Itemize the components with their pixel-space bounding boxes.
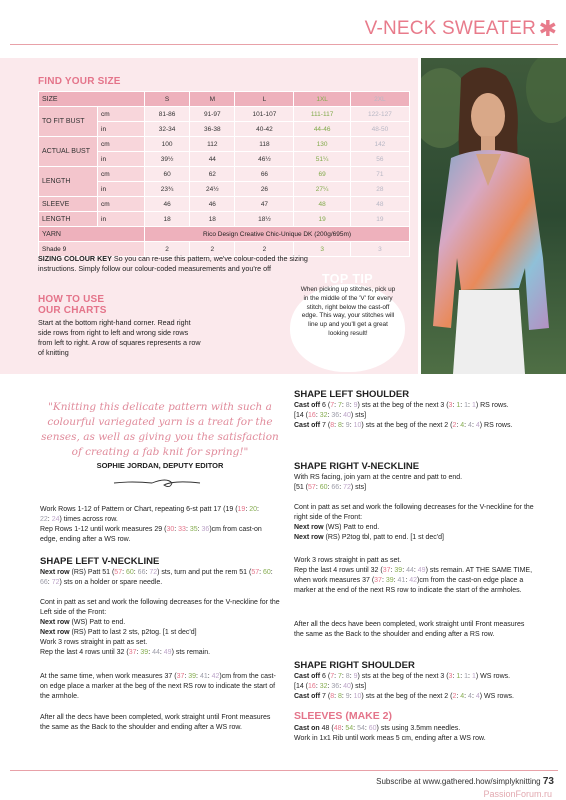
cell: 60	[145, 167, 190, 182]
charts-heading-line1: HOW TO USE	[38, 294, 105, 305]
sizing-key-text: So you can re-use this pattern, we've colour-coded the sizing instructions. Simply follow our colour-coded measurements and you're off	[38, 254, 308, 273]
cell: 24½	[190, 182, 235, 197]
cell: 46½	[235, 152, 294, 167]
cell: 69	[294, 167, 350, 182]
table-row	[39, 197, 410, 212]
left-shoulder-text: Cast off 6 (7: 7: 8: 9) sts at the beg of the next 3 (3: 1: 1: 1) RS rows. [14 (16: 32: 36: 40) sts] Cast off 7 (8: 8: 9: 10) sts at the beg of the next 2 (2: 4: 4: 4) RS rows.	[294, 402, 513, 429]
cell: 47	[235, 197, 294, 212]
cell: 81-86	[145, 107, 190, 122]
right-neckline-text: With RS facing, join yarn at the centre and patt to end. [51 (57: 60: 66: 72) sts]	[294, 474, 463, 491]
charts-heading	[38, 294, 107, 316]
cell: 100	[145, 137, 190, 152]
size-1xl: 1XL	[294, 92, 350, 107]
cell: 18½	[235, 212, 294, 227]
cell: 44	[190, 152, 235, 167]
size-m: M	[190, 92, 235, 107]
size-s: S	[145, 92, 190, 107]
cell: 18	[190, 212, 235, 227]
cell: 101-107	[235, 107, 294, 122]
cell: 112	[190, 137, 235, 152]
pattern-text: Work Rows 1-12 of Pattern or Chart, repeating 6-st patt 17 (	[40, 506, 226, 513]
unit: in	[98, 122, 145, 137]
yarn-row	[39, 227, 410, 242]
cell: 122-127	[350, 107, 409, 122]
pattern-text: At the same time, when work measures 37 (	[40, 673, 177, 680]
cell: 56	[350, 152, 409, 167]
right-neckline-finish: After all the decs have been completed, work straight until Front measures the same as the Back to the shoulder and ending after a RS row.	[294, 621, 525, 638]
shape-left-neckline-heading: SHAPE LEFT V-NECKLINE	[40, 556, 160, 567]
sleeves-heading: SLEEVES (MAKE 2)	[294, 710, 393, 722]
charts-heading-line2: OUR CHARTS	[38, 305, 107, 316]
shape-right-shoulder-heading: SHAPE RIGHT SHOULDER	[294, 660, 415, 671]
shade-label: Shade 9	[39, 242, 145, 257]
row-label: ACTUAL BUST	[39, 137, 98, 167]
top-tip-heading: TOP TIP	[322, 272, 373, 286]
cell: 91-97	[190, 107, 235, 122]
pattern-intro: Work Rows 1-12 of Pattern or Chart, repeating 6-st patt 17 (19 (19: 20: 22: 24) times across row. Rep Rows 1-12 until work measures 29 (30: 33: 35: 36)cm from cast-on edge, ending after a WS row.	[40, 506, 262, 543]
pattern-text: Rep Rows 1-12 until work measures 29 (	[40, 526, 167, 533]
yarn-value: Rico Design Creative Chic-Unique DK (200g/695m)	[145, 227, 410, 242]
cell: 48	[294, 197, 350, 212]
row-label: LENGTH	[39, 167, 98, 197]
size-l: L	[235, 92, 294, 107]
page-section-title: V-NECK SWEATER	[364, 18, 536, 39]
cell: 118	[235, 137, 294, 152]
left-neckline-text: Next row (RS) Patt 51 (57: 60: 66: 72) sts, turn and put the rem 51 (57: 60: 66: 72) sts on a holder or spare needle.	[40, 569, 273, 586]
cell: 62	[190, 167, 235, 182]
cell: 28	[350, 182, 409, 197]
left-neckline-decreases: Cont in patt as set and work the following decreases for the V-neckline for the Left side of the Front: Next row (WS) Patt to end. Next row (RS) Patt to last 2 sts, p2tog. [1 st dec'd] Work 3 rows straight in patt as set. Rep the last 4 rows until 32 (37: 39: 44: 49) sts remain.	[40, 599, 280, 656]
charts-text: Start at the bottom right-hand corner. Read right side rows from right to left and wrong side rows from left to right. A row of squares represents a row of knitting	[38, 318, 201, 357]
table-row	[39, 212, 410, 227]
unit: in	[98, 182, 145, 197]
unit: cm	[98, 107, 145, 122]
sleeves-text: Cast on 48 (48: 54: 54: 60) sts using 3.5mm needles. Work in 1x1 Rib until work meas 5 cm, ending after a WS row.	[294, 725, 486, 742]
unit: cm	[98, 137, 145, 152]
cell: 46	[145, 197, 190, 212]
unit: cm	[98, 167, 145, 182]
cell: 19	[294, 212, 350, 227]
left-neckline-measure: At the same time, when work measures 37 (37: 39: 41: 42)cm from the cast-on edge place a marker at the beg of the next RS row to indicate the start of the armhole.	[40, 673, 276, 700]
cell: 26	[235, 182, 294, 197]
cell: 111-117	[294, 107, 350, 122]
right-neckline-decreases: Cont in patt as set and work the following decreases for the V-neckline for the right side of the Front: Next row (WS) Patt to end. Next row (RS) P2tog tbl, patt to end. [1 st dec'd]	[294, 504, 534, 541]
footer	[376, 776, 554, 787]
cell: 142	[350, 137, 409, 152]
cell: 2	[190, 242, 235, 257]
cell: 36-38	[190, 122, 235, 137]
row-label: LENGTH	[39, 212, 98, 227]
cell: 46	[190, 197, 235, 212]
cell: 48-50	[350, 122, 409, 137]
right-neckline-measure: Work 3 rows straight in patt as set. Rep the last 4 rows until 32 (37: 39: 44: 49) sts remain. AT THE SAME TIME, when work measures 37 (37: 39: 41: 42)cm from the cast-on edge place a marker at the end of the next RS row to indicate the start of the armholes.	[294, 557, 533, 594]
table-row	[39, 167, 410, 182]
asterisk-icon: ✱	[538, 16, 557, 41]
cell: 48	[350, 197, 409, 212]
row-label: TO FIT BUST	[39, 107, 98, 137]
cell: 40-42	[235, 122, 294, 137]
sizing-key-label: SIZING COLOUR KEY	[38, 254, 112, 263]
cell: 19	[350, 212, 409, 227]
subscribe-link[interactable]: Subscribe at www.gathered.how/simplyknitting	[376, 777, 541, 786]
size-table	[38, 91, 410, 257]
unit: in	[98, 152, 145, 167]
cell: 44-46	[294, 122, 350, 137]
model-photo	[421, 58, 566, 374]
cell: 51¼	[294, 152, 350, 167]
shape-right-neckline-heading: SHAPE RIGHT V-NECKLINE	[294, 461, 420, 472]
page-number: 73	[542, 776, 554, 787]
signature-flourish	[112, 471, 202, 493]
footer-divider	[10, 770, 558, 771]
pull-quote: "Knitting this delicate pattern with such a colourful variegated yarn is a treat for the senses, as well as giving you the satisfaction of creating a fab knit for spring!"	[41, 401, 279, 458]
cell: 23¾	[145, 182, 190, 197]
cell: 2	[235, 242, 294, 257]
yarn-label: YARN	[39, 227, 145, 242]
cell: 32-34	[145, 122, 190, 137]
cell: 27¼	[294, 182, 350, 197]
cell: 3	[350, 242, 409, 257]
cell: 71	[350, 167, 409, 182]
row-label: SLEEVE	[39, 197, 98, 212]
cell: 39½	[145, 152, 190, 167]
size-table-header-row	[39, 92, 410, 107]
quote-author: SOPHIE JORDAN, DEPUTY EDITOR	[96, 461, 224, 470]
unit: in	[98, 212, 145, 227]
header-divider	[10, 44, 558, 45]
shape-left-shoulder-heading: SHAPE LEFT SHOULDER	[294, 389, 410, 400]
unit: cm	[98, 197, 145, 212]
cell: 18	[145, 212, 190, 227]
watermark: PassionForum.ru	[483, 789, 552, 799]
top-tip-text: When picking up stitches, pick up in the middle of the 'V' for every stitch, right below the cast-off edge. This way, your stitches will line up and you'll get a great looking result!	[300, 286, 396, 337]
find-size-heading: FIND YOUR SIZE	[38, 76, 121, 87]
cell: 3	[294, 242, 350, 257]
left-neckline-finish: After all the decs have been completed, work straight until Front measures the same as the Back to the shoulder and ending after a WS row.	[40, 714, 271, 731]
cell: 2	[145, 242, 190, 257]
cell: 66	[235, 167, 294, 182]
table-row	[39, 107, 410, 122]
size-col-header: SIZE	[39, 92, 145, 107]
size-2xl: 2XL	[350, 92, 409, 107]
sizing-colour-key	[38, 254, 328, 274]
right-shoulder-text: Cast off 6 (7: 7: 8: 9) sts at the beg of the next 3 (3: 1: 1: 1) WS rows. [14 (16: 32: 36: 40) sts] Cast off 7 (8: 8: 9: 10) sts at the beg of the next 2 (2: 4: 4: 4) WS rows.	[294, 673, 514, 700]
table-row	[39, 137, 410, 152]
pattern-text: Cont in patt as set and work the following decreases for the V-neckline for the Left side of the Front:	[40, 599, 280, 616]
next-row-label: Next row	[40, 569, 70, 576]
cell: 130	[294, 137, 350, 152]
